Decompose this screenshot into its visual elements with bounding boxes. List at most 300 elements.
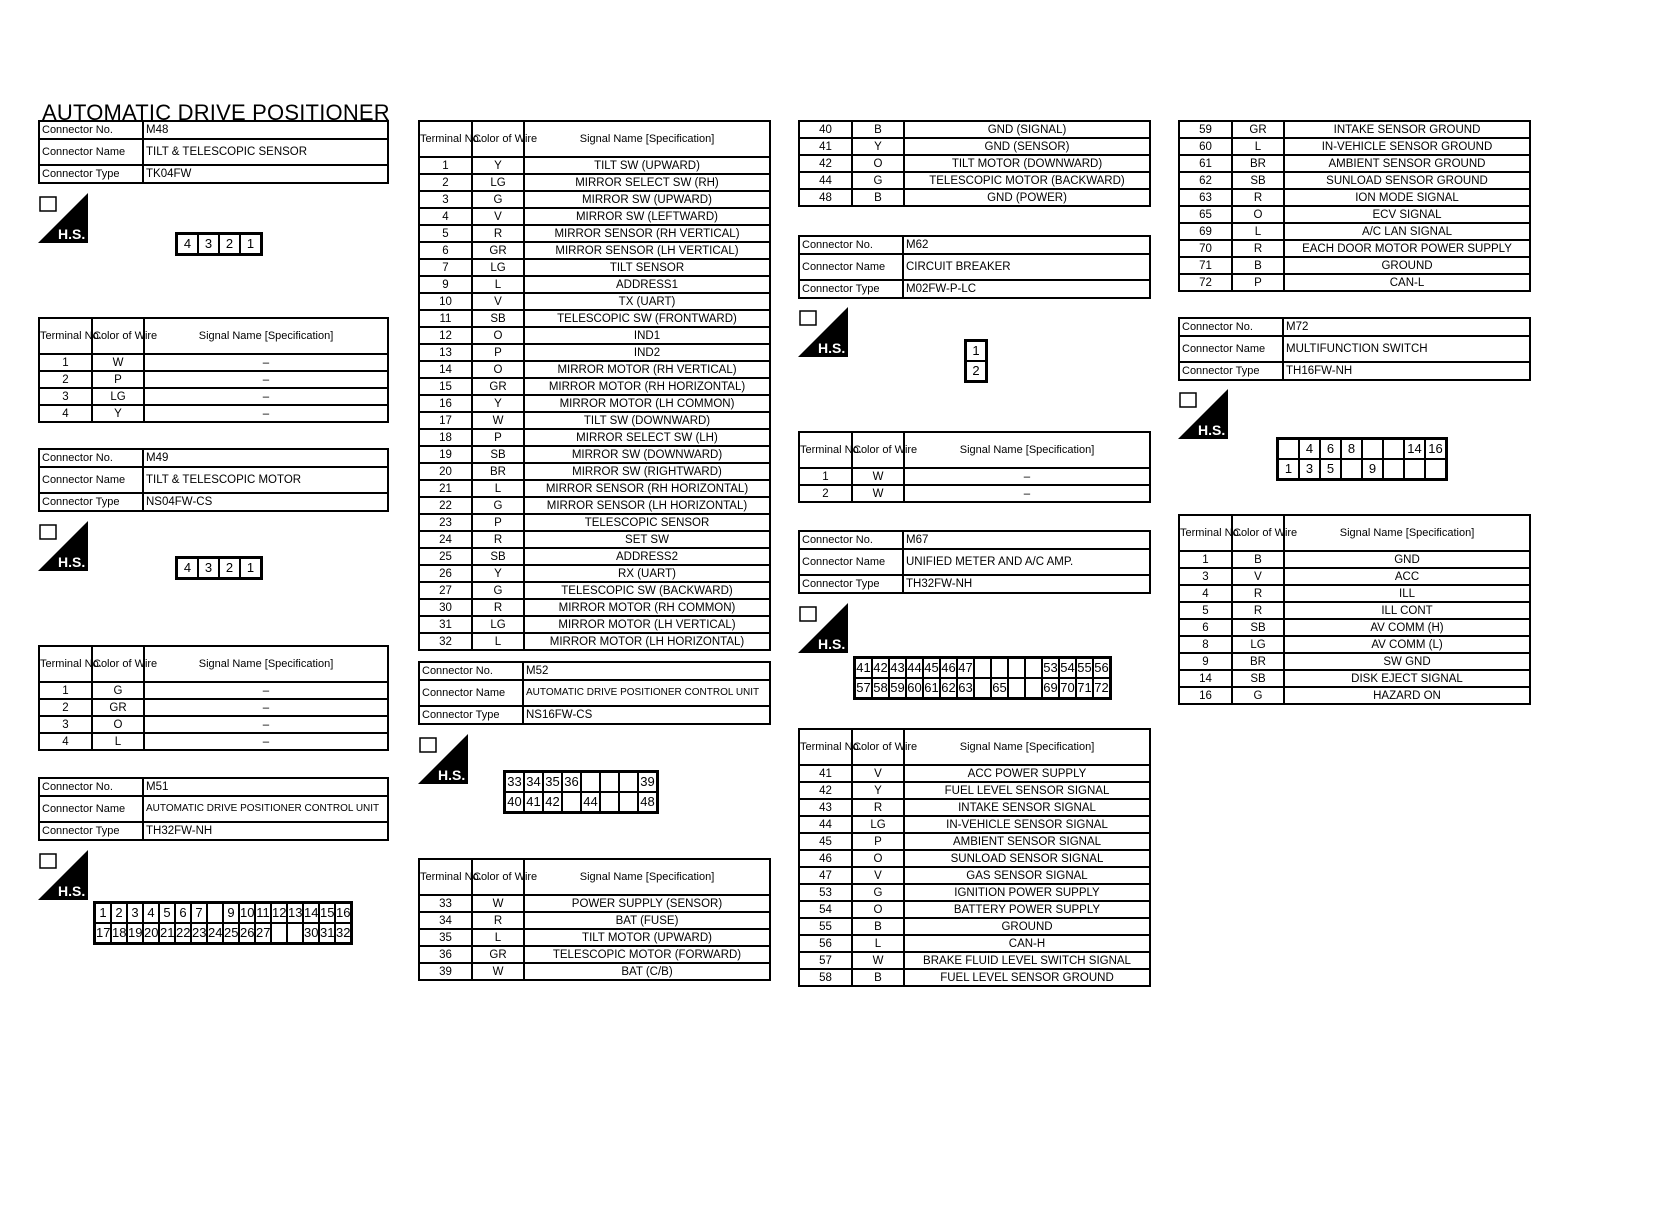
table-row <box>419 446 770 463</box>
wire-color: GR <box>472 946 524 963</box>
table-row <box>419 480 770 497</box>
table-row <box>799 969 1150 986</box>
wire-color: R <box>472 225 524 242</box>
wire-color: B <box>852 121 904 138</box>
wire-color: L <box>472 480 524 497</box>
wire-color: O <box>1232 206 1284 223</box>
pin-assignment-table <box>798 728 1151 987</box>
connector-info-table <box>38 448 389 512</box>
terminal-no: 18 <box>419 429 472 446</box>
connector-pin: 3 <box>127 903 143 923</box>
terminal-no: 23 <box>419 514 472 531</box>
wire-color: Y <box>472 157 524 174</box>
wire-color: Y <box>852 138 904 155</box>
signal-name: – <box>144 354 388 371</box>
terminal-no: 6 <box>419 242 472 259</box>
table-row <box>419 225 770 242</box>
terminal-no: 72 <box>1179 274 1232 291</box>
table-row <box>1179 670 1530 687</box>
signal-name: BATTERY POWER SUPPLY <box>904 901 1150 918</box>
page-title: AUTOMATIC DRIVE POSITIONER <box>42 100 390 125</box>
connector-info-table <box>798 235 1151 299</box>
connector-pin: 44 <box>906 658 923 678</box>
signal-name: TX (UART) <box>524 293 770 310</box>
wire-color: R <box>1232 240 1284 257</box>
connector-pin <box>562 792 581 812</box>
connector-pin: 70 <box>1059 678 1076 698</box>
field-label: Connector No. <box>419 662 523 680</box>
pin-row <box>855 658 1110 678</box>
signal-name: MIRROR SW (UPWARD) <box>524 191 770 208</box>
table-row <box>419 582 770 599</box>
hs-label: H.S. <box>818 636 846 652</box>
wire-color: B <box>852 969 904 986</box>
hs-label: H.S. <box>58 226 86 242</box>
signal-name: MIRROR MOTOR (LH COMMON) <box>524 395 770 412</box>
connector-pin: 6 <box>1320 439 1341 459</box>
pin-row <box>177 558 261 578</box>
terminal-no: 35 <box>419 929 472 946</box>
harness-side-icon <box>38 521 88 571</box>
wire-color: G <box>472 582 524 599</box>
table-row <box>1179 257 1530 274</box>
wire-color: GR <box>92 699 144 716</box>
connector-pin: 12 <box>271 903 287 923</box>
table-row <box>419 633 770 650</box>
connector-pin: 42 <box>872 658 889 678</box>
terminal-no: 14 <box>419 361 472 378</box>
connector-pin: 2 <box>219 234 240 254</box>
connector-pin <box>1425 459 1446 479</box>
connector-pin <box>600 772 619 792</box>
terminal-no-header: Terminal No. <box>39 646 92 682</box>
terminal-no: 3 <box>1179 568 1232 585</box>
terminal-no: 39 <box>419 963 472 980</box>
wire-color: W <box>852 952 904 969</box>
table-row <box>419 946 770 963</box>
connector-type-value: TH32FW-NH <box>903 575 1150 593</box>
table-row <box>419 963 770 980</box>
table-row <box>799 155 1150 172</box>
wire-color: W <box>472 963 524 980</box>
wire-color: V <box>472 293 524 310</box>
connector-face-m48 <box>175 232 263 256</box>
connector-pin: 4 <box>177 234 198 254</box>
table-row <box>39 716 388 733</box>
signal-name: BRAKE FLUID LEVEL SWITCH SIGNAL <box>904 952 1150 969</box>
pin-row <box>1278 459 1446 479</box>
connector-pin: 5 <box>159 903 175 923</box>
signal-name: IN-VEHICLE SENSOR SIGNAL <box>904 816 1150 833</box>
terminal-no: 36 <box>419 946 472 963</box>
connector-type-value: NS16FW-CS <box>523 706 770 724</box>
connector-face-m51 <box>93 901 353 945</box>
signal-name: MIRROR SW (RIGHTWARD) <box>524 463 770 480</box>
wire-color: LG <box>1232 636 1284 653</box>
wire-color: P <box>1232 274 1284 291</box>
connector-pin: 18 <box>111 923 127 943</box>
connector-pin: 22 <box>175 923 191 943</box>
connector-pin: 1 <box>1278 459 1299 479</box>
table-row <box>419 259 770 276</box>
table-row <box>1179 568 1530 585</box>
terminal-no: 43 <box>799 799 852 816</box>
wire-color: P <box>472 514 524 531</box>
terminal-no: 60 <box>1179 138 1232 155</box>
hs-label: H.S. <box>1198 422 1226 438</box>
table-row <box>799 850 1150 867</box>
connector-face-m62 <box>964 339 988 383</box>
harness-side-icon <box>798 603 848 653</box>
table-row <box>419 548 770 565</box>
terminal-no: 4 <box>1179 585 1232 602</box>
table-row <box>799 765 1150 782</box>
signal-name: MIRROR SENSOR (LH HORIZONTAL) <box>524 497 770 514</box>
connector-info-table <box>798 530 1151 594</box>
connector-type-value: TH16FW-NH <box>1283 362 1530 380</box>
connector-pin: 3 <box>198 234 219 254</box>
connector-type-value: TK04FW <box>143 165 388 183</box>
connector-pin: 65 <box>991 678 1008 698</box>
signal-name: MIRROR SENSOR (RH HORIZONTAL) <box>524 480 770 497</box>
connector-pin: 2 <box>966 361 986 381</box>
table-row <box>1179 189 1530 206</box>
signal-name: CAN-L <box>1284 274 1530 291</box>
connector-pin: 13 <box>287 903 303 923</box>
pin-assignment-table <box>1178 514 1531 705</box>
table-row <box>799 468 1150 485</box>
connector-pin: 59 <box>889 678 906 698</box>
terminal-no: 1 <box>799 468 852 485</box>
pin-row <box>505 772 657 792</box>
wire-color: G <box>92 682 144 699</box>
terminal-no-header: Terminal No. <box>799 432 852 468</box>
table-row <box>419 429 770 446</box>
table-row <box>419 327 770 344</box>
terminal-no: 47 <box>799 867 852 884</box>
signal-name: AV COMM (H) <box>1284 619 1530 636</box>
table-row <box>1179 551 1530 568</box>
wire-color: L <box>1232 138 1284 155</box>
harness-side-icon <box>1178 389 1228 439</box>
table-row <box>1179 121 1530 138</box>
signal-name: RX (UART) <box>524 565 770 582</box>
connector-pin: 61 <box>923 678 940 698</box>
wire-color: L <box>1232 223 1284 240</box>
field-label: Connector Type <box>1179 362 1283 380</box>
connector-info-table <box>38 120 389 184</box>
signal-name: TILT SW (UPWARD) <box>524 157 770 174</box>
signal-name: SUNLOAD SENSOR GROUND <box>1284 172 1530 189</box>
signal-name: AMBIENT SENSOR SIGNAL <box>904 833 1150 850</box>
signal-name-header: Signal Name [Specification] <box>1284 515 1530 551</box>
terminal-no: 1 <box>39 354 92 371</box>
table-row <box>1179 240 1530 257</box>
table-row <box>419 157 770 174</box>
terminal-no: 4 <box>419 208 472 225</box>
signal-name: POWER SUPPLY (SENSOR) <box>524 895 770 912</box>
table-row <box>419 378 770 395</box>
connector-no-value: M62 <box>903 236 1150 254</box>
connector-pin: 45 <box>923 658 940 678</box>
signal-name: – <box>144 699 388 716</box>
color-of-wire-header: Color of Wire <box>852 432 904 468</box>
connector-pin: 23 <box>191 923 207 943</box>
connector-pin <box>1341 459 1362 479</box>
signal-name: TILT SW (DOWNWARD) <box>524 412 770 429</box>
field-label: Connector Name <box>799 254 903 280</box>
wire-color: P <box>92 371 144 388</box>
terminal-no: 57 <box>799 952 852 969</box>
table-row <box>39 733 388 750</box>
signal-name: EACH DOOR MOTOR POWER SUPPLY <box>1284 240 1530 257</box>
signal-name: IGNITION POWER SUPPLY <box>904 884 1150 901</box>
terminal-no: 2 <box>39 371 92 388</box>
table-row <box>419 929 770 946</box>
table-row <box>419 599 770 616</box>
connector-face-m52 <box>503 770 659 814</box>
terminal-no: 4 <box>39 405 92 422</box>
signal-name: TILT SENSOR <box>524 259 770 276</box>
terminal-no: 22 <box>419 497 472 514</box>
terminal-no: 5 <box>1179 602 1232 619</box>
connector-pin: 41 <box>524 792 543 812</box>
signal-name: MIRROR SELECT SW (LH) <box>524 429 770 446</box>
field-label: Connector No. <box>39 121 143 139</box>
table-row <box>799 172 1150 189</box>
table-row <box>799 138 1150 155</box>
connector-info-table <box>1178 317 1531 381</box>
connector-info-m72 <box>1178 317 1531 381</box>
terminal-no: 2 <box>799 485 852 502</box>
connector-pin: 34 <box>524 772 543 792</box>
pin-assignment-table <box>1178 120 1531 292</box>
connector-pin <box>271 923 287 943</box>
wire-color: W <box>472 412 524 429</box>
connector-type-value: NS04FW-CS <box>143 493 388 511</box>
table-row <box>419 293 770 310</box>
wire-color: W <box>852 468 904 485</box>
signal-name: IND1 <box>524 327 770 344</box>
signal-name: MIRROR MOTOR (LH VERTICAL) <box>524 616 770 633</box>
wire-color: R <box>1232 602 1284 619</box>
signal-name: MIRROR SENSOR (RH VERTICAL) <box>524 225 770 242</box>
signal-name: GND (SIGNAL) <box>904 121 1150 138</box>
color-of-wire-header: Color of Wire <box>1232 515 1284 551</box>
connector-pin: 10 <box>239 903 255 923</box>
connector-type-value: M02FW-P-LC <box>903 280 1150 298</box>
connector-pin: 16 <box>1425 439 1446 459</box>
connector-pin: 62 <box>940 678 957 698</box>
connector-name-value: TILT & TELESCOPIC MOTOR <box>143 467 388 493</box>
connector-pin: 4 <box>143 903 159 923</box>
signal-name-header: Signal Name [Specification] <box>144 318 388 354</box>
wire-color: L <box>472 633 524 650</box>
terminal-no: 70 <box>1179 240 1232 257</box>
terminal-no: 17 <box>419 412 472 429</box>
connector-pin: 24 <box>207 923 223 943</box>
table-row <box>419 395 770 412</box>
signal-name: MIRROR MOTOR (LH HORIZONTAL) <box>524 633 770 650</box>
wire-color: O <box>472 327 524 344</box>
terminal-no: 69 <box>1179 223 1232 240</box>
connector-pin: 40 <box>505 792 524 812</box>
table-row <box>419 912 770 929</box>
table-row <box>419 497 770 514</box>
field-label: Connector Type <box>39 165 143 183</box>
table-row <box>799 121 1150 138</box>
hs-label: H.S. <box>818 340 846 356</box>
connector-no-value: M49 <box>143 449 388 467</box>
connector-pin: 2 <box>219 558 240 578</box>
pin-row <box>505 792 657 812</box>
table-row <box>1179 138 1530 155</box>
signal-name: GND (POWER) <box>904 189 1150 206</box>
wire-color: R <box>852 799 904 816</box>
pin-assignment-table <box>38 645 389 751</box>
connector-pin: 3 <box>198 558 219 578</box>
connector-pin: 42 <box>543 792 562 812</box>
connector-pin: 58 <box>872 678 889 698</box>
table-row <box>419 208 770 225</box>
terminal-no: 13 <box>419 344 472 361</box>
signal-name: AV COMM (L) <box>1284 636 1530 653</box>
table-row <box>419 242 770 259</box>
signal-name: SW GND <box>1284 653 1530 670</box>
wire-color: GR <box>1232 121 1284 138</box>
connector-pin: 17 <box>95 923 111 943</box>
connector-pin <box>1362 439 1383 459</box>
connector-pin <box>600 792 619 812</box>
connector-pin: 63 <box>957 678 974 698</box>
wire-color: P <box>472 344 524 361</box>
signal-name-header: Signal Name [Specification] <box>524 121 770 157</box>
signal-name: TELESCOPIC SW (FRONTWARD) <box>524 310 770 327</box>
connector-info-m48 <box>38 120 389 184</box>
wire-color: O <box>852 155 904 172</box>
wire-color: B <box>852 918 904 935</box>
wire-color: Y <box>852 782 904 799</box>
wire-color: Y <box>472 565 524 582</box>
wire-color: SB <box>1232 172 1284 189</box>
signal-name: MIRROR SENSOR (LH VERTICAL) <box>524 242 770 259</box>
table-row <box>1179 206 1530 223</box>
signal-name: BAT (C/B) <box>524 963 770 980</box>
terminal-no: 1 <box>1179 551 1232 568</box>
pin-row <box>1278 439 1446 459</box>
table-row <box>419 616 770 633</box>
table-row <box>799 833 1150 850</box>
connector-pin: 39 <box>638 772 657 792</box>
field-label: Connector Name <box>419 680 523 706</box>
signal-name: – <box>904 468 1150 485</box>
terminal-no: 9 <box>1179 653 1232 670</box>
terminal-no: 32 <box>419 633 472 650</box>
terminal-no-header: Terminal No. <box>39 318 92 354</box>
pin-row <box>966 361 986 381</box>
hs-label: H.S. <box>58 883 86 899</box>
pin-table-m72 <box>1178 514 1531 705</box>
connector-face-m49 <box>175 556 263 580</box>
terminal-no: 71 <box>1179 257 1232 274</box>
table-row <box>419 174 770 191</box>
table-row <box>799 816 1150 833</box>
pin-assignment-table <box>798 431 1151 503</box>
signal-name: TILT MOTOR (UPWARD) <box>524 929 770 946</box>
terminal-no: 3 <box>39 388 92 405</box>
connector-pin: 1 <box>966 341 986 361</box>
terminal-no: 44 <box>799 816 852 833</box>
wire-color: L <box>472 276 524 293</box>
signal-name: HAZARD ON <box>1284 687 1530 704</box>
terminal-no: 7 <box>419 259 472 276</box>
connector-pin <box>619 772 638 792</box>
signal-name: INTAKE SENSOR GROUND <box>1284 121 1530 138</box>
connector-pin: 4 <box>177 558 198 578</box>
field-label: Connector Type <box>419 706 523 724</box>
terminal-no: 3 <box>419 191 472 208</box>
table-row <box>39 405 388 422</box>
signal-name: – <box>904 485 1150 502</box>
field-label: Connector No. <box>39 778 143 796</box>
wire-color: P <box>472 429 524 446</box>
table-row <box>419 514 770 531</box>
terminal-no: 58 <box>799 969 852 986</box>
signal-name: CAN-H <box>904 935 1150 952</box>
terminal-no: 34 <box>419 912 472 929</box>
table-row <box>39 388 388 405</box>
color-of-wire-header: Color of Wire <box>92 646 144 682</box>
wire-color: SB <box>472 548 524 565</box>
table-row <box>419 361 770 378</box>
connector-pin: 6 <box>175 903 191 923</box>
signal-name: ION MODE SIGNAL <box>1284 189 1530 206</box>
wire-color: SB <box>472 310 524 327</box>
signal-name: INTAKE SENSOR SIGNAL <box>904 799 1150 816</box>
wire-color: P <box>852 833 904 850</box>
signal-name: DISK EJECT SIGNAL <box>1284 670 1530 687</box>
terminal-no: 19 <box>419 446 472 463</box>
wire-color: R <box>472 912 524 929</box>
table-row <box>1179 223 1530 240</box>
signal-name: – <box>144 371 388 388</box>
terminal-no: 5 <box>419 225 472 242</box>
pin-assignment-table <box>798 120 1151 207</box>
pin-assignment-table <box>418 858 771 981</box>
connector-pin: 16 <box>335 903 351 923</box>
connector-info-m52 <box>418 661 771 725</box>
connector-pin: 1 <box>240 234 261 254</box>
connector-pin: 8 <box>1341 439 1362 459</box>
field-label: Connector No. <box>1179 318 1283 336</box>
signal-name: MIRROR MOTOR (RH COMMON) <box>524 599 770 616</box>
signal-name: GND (SENSOR) <box>904 138 1150 155</box>
wire-color: L <box>472 929 524 946</box>
terminal-no: 40 <box>799 121 852 138</box>
wire-color: R <box>1232 189 1284 206</box>
terminal-no: 42 <box>799 782 852 799</box>
color-of-wire-header: Color of Wire <box>472 121 524 157</box>
wire-color: V <box>852 765 904 782</box>
wire-color: G <box>852 172 904 189</box>
harness-side-icon <box>38 850 88 900</box>
signal-name: FUEL LEVEL SENSOR GROUND <box>904 969 1150 986</box>
wire-color: G <box>1232 687 1284 704</box>
connector-pin: 1 <box>95 903 111 923</box>
table-row <box>39 682 388 699</box>
connector-name-value: AUTOMATIC DRIVE POSITIONER CONTROL UNIT <box>143 796 388 822</box>
terminal-no-header: Terminal No. <box>1179 515 1232 551</box>
